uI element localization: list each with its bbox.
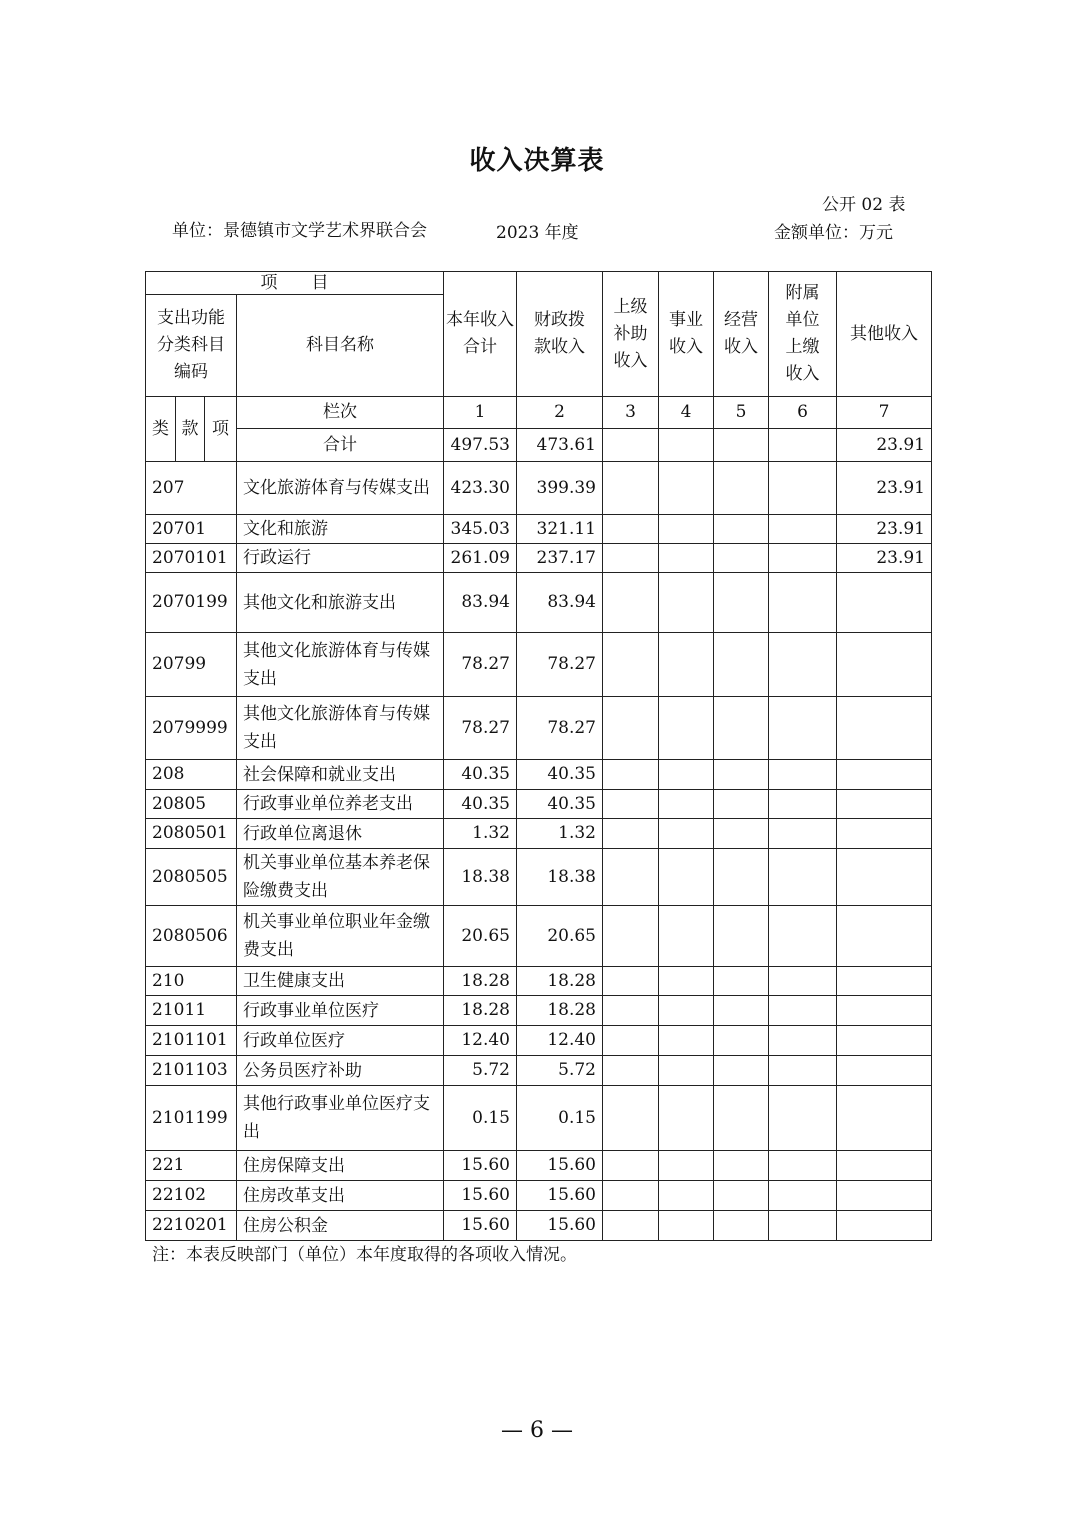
row-value bbox=[714, 697, 769, 760]
row-name: 机关事业单位职业年金缴费支出 bbox=[237, 906, 444, 967]
row-value bbox=[603, 573, 659, 633]
row-value: 23.91 bbox=[837, 544, 932, 573]
row-value bbox=[659, 544, 714, 573]
row-value bbox=[603, 996, 659, 1026]
income-table bbox=[145, 271, 932, 1241]
row-value bbox=[837, 1151, 932, 1181]
row-value bbox=[837, 790, 932, 819]
row-name: 住房改革支出 bbox=[237, 1181, 444, 1211]
total-value: 497.53 bbox=[444, 429, 517, 462]
table-row bbox=[146, 1151, 932, 1181]
row-value bbox=[769, 462, 837, 515]
row-code: 2101199 bbox=[146, 1086, 237, 1151]
row-value bbox=[603, 906, 659, 967]
row-value bbox=[603, 790, 659, 819]
col-num: 7 bbox=[837, 397, 932, 429]
row-value: 78.27 bbox=[444, 697, 517, 760]
header-col-6: 附属单位上缴收入 bbox=[769, 272, 837, 397]
row-name: 公务员医疗补助 bbox=[237, 1056, 444, 1086]
row-name: 行政事业单位养老支出 bbox=[237, 790, 444, 819]
row-value bbox=[659, 790, 714, 819]
row-value bbox=[769, 697, 837, 760]
row-value: 15.60 bbox=[517, 1211, 603, 1241]
row-value: 18.28 bbox=[517, 996, 603, 1026]
row-value bbox=[659, 967, 714, 996]
row-value bbox=[837, 697, 932, 760]
row-value bbox=[769, 1151, 837, 1181]
header-col-2: 财政拨款收入 bbox=[517, 272, 603, 397]
row-value: 23.91 bbox=[837, 462, 932, 515]
row-name: 其他文化旅游体育与传媒支出 bbox=[237, 633, 444, 697]
row-value: 261.09 bbox=[444, 544, 517, 573]
row-value bbox=[659, 819, 714, 849]
row-value bbox=[659, 1151, 714, 1181]
row-value bbox=[769, 906, 837, 967]
form-number: 公开 02 表 bbox=[822, 195, 906, 215]
total-row bbox=[146, 429, 932, 462]
row-value bbox=[769, 1181, 837, 1211]
row-value bbox=[837, 1181, 932, 1211]
row-value bbox=[837, 573, 932, 633]
row-value bbox=[769, 760, 837, 790]
table-row bbox=[146, 996, 932, 1026]
money-unit-label: 金额单位：万元 bbox=[774, 223, 893, 243]
row-value: 1.32 bbox=[444, 819, 517, 849]
row-value bbox=[659, 633, 714, 697]
row-name: 住房公积金 bbox=[237, 1211, 444, 1241]
header-code: 支出功能分类科目编码 bbox=[146, 295, 237, 397]
row-code: 221 bbox=[146, 1151, 237, 1181]
row-value bbox=[603, 544, 659, 573]
row-value bbox=[659, 1086, 714, 1151]
row-value bbox=[714, 849, 769, 906]
row-value bbox=[603, 697, 659, 760]
row-code: 2101103 bbox=[146, 1056, 237, 1086]
row-value bbox=[603, 1056, 659, 1086]
row-value bbox=[837, 633, 932, 697]
row-name: 卫生健康支出 bbox=[237, 967, 444, 996]
row-value: 78.27 bbox=[517, 633, 603, 697]
table-row bbox=[146, 1211, 932, 1241]
total-label: 合计 bbox=[237, 429, 444, 462]
row-value: 18.38 bbox=[517, 849, 603, 906]
row-value: 15.60 bbox=[444, 1151, 517, 1181]
row-name: 机关事业单位基本养老保险缴费支出 bbox=[237, 849, 444, 906]
page-title: 收入决算表 bbox=[469, 146, 605, 176]
row-value bbox=[769, 1056, 837, 1086]
row-value bbox=[714, 1086, 769, 1151]
row-value: 83.94 bbox=[444, 573, 517, 633]
row-value bbox=[769, 996, 837, 1026]
col-num: 5 bbox=[714, 397, 769, 429]
table-row bbox=[146, 697, 932, 760]
row-value bbox=[659, 996, 714, 1026]
row-code: 2080501 bbox=[146, 819, 237, 849]
row-value bbox=[769, 849, 837, 906]
row-value bbox=[659, 697, 714, 760]
row-value bbox=[837, 849, 932, 906]
row-value bbox=[603, 462, 659, 515]
row-value bbox=[714, 1151, 769, 1181]
row-value: 237.17 bbox=[517, 544, 603, 573]
table-row bbox=[146, 760, 932, 790]
header-name: 科目名称 bbox=[237, 295, 444, 397]
row-value: 83.94 bbox=[517, 573, 603, 633]
row-value bbox=[714, 819, 769, 849]
row-value bbox=[714, 760, 769, 790]
header-col-4: 事业收入 bbox=[659, 272, 714, 397]
row-value: 15.60 bbox=[444, 1211, 517, 1241]
row-value bbox=[714, 544, 769, 573]
row-value bbox=[837, 1211, 932, 1241]
row-value bbox=[837, 1026, 932, 1056]
row-code: 2080506 bbox=[146, 906, 237, 967]
row-name: 其他文化和旅游支出 bbox=[237, 573, 444, 633]
row-value bbox=[659, 573, 714, 633]
table-row bbox=[146, 790, 932, 819]
row-value bbox=[837, 819, 932, 849]
col-num: 4 bbox=[659, 397, 714, 429]
row-value: 15.60 bbox=[517, 1181, 603, 1211]
row-code: 2210201 bbox=[146, 1211, 237, 1241]
row-name: 行政单位医疗 bbox=[237, 1026, 444, 1056]
row-value bbox=[714, 1211, 769, 1241]
row-value: 5.72 bbox=[444, 1056, 517, 1086]
row-value bbox=[714, 633, 769, 697]
col-num: 3 bbox=[603, 397, 659, 429]
table-row bbox=[146, 849, 932, 906]
table-row bbox=[146, 1056, 932, 1086]
row-value bbox=[659, 906, 714, 967]
row-value bbox=[714, 1181, 769, 1211]
table-row bbox=[146, 544, 932, 573]
row-name: 其他行政事业单位医疗支出 bbox=[237, 1086, 444, 1151]
row-value: 20.65 bbox=[517, 906, 603, 967]
row-value bbox=[714, 1026, 769, 1056]
header-col-1: 本年收入合计 bbox=[444, 272, 517, 397]
row-value bbox=[714, 790, 769, 819]
row-value bbox=[714, 1056, 769, 1086]
row-value bbox=[714, 462, 769, 515]
row-value bbox=[837, 760, 932, 790]
row-value bbox=[769, 1026, 837, 1056]
header-col-5: 经营收入 bbox=[714, 272, 769, 397]
row-value bbox=[714, 515, 769, 544]
row-code: 2080505 bbox=[146, 849, 237, 906]
col-num: 2 bbox=[517, 397, 603, 429]
table-row bbox=[146, 967, 932, 996]
row-code: 2070101 bbox=[146, 544, 237, 573]
row-value: 15.60 bbox=[444, 1181, 517, 1211]
table-row bbox=[146, 515, 932, 544]
row-value: 15.60 bbox=[517, 1151, 603, 1181]
row-value bbox=[659, 1211, 714, 1241]
row-value: 321.11 bbox=[517, 515, 603, 544]
table-row bbox=[146, 906, 932, 967]
row-value: 40.35 bbox=[517, 790, 603, 819]
row-value bbox=[603, 1181, 659, 1211]
row-name: 社会保障和就业支出 bbox=[237, 760, 444, 790]
row-name: 行政运行 bbox=[237, 544, 444, 573]
row-code: 208 bbox=[146, 760, 237, 790]
header-item: 项 目 bbox=[146, 272, 444, 295]
table-row bbox=[146, 1026, 932, 1056]
col-num: 6 bbox=[769, 397, 837, 429]
total-value bbox=[603, 429, 659, 462]
row-value bbox=[769, 633, 837, 697]
row-value bbox=[603, 515, 659, 544]
col-num: 1 bbox=[444, 397, 517, 429]
row-value: 78.27 bbox=[444, 633, 517, 697]
row-value bbox=[769, 819, 837, 849]
row-value bbox=[769, 544, 837, 573]
page-number: — 6 — bbox=[501, 1418, 573, 1443]
row-code: 2079999 bbox=[146, 697, 237, 760]
row-value bbox=[659, 1181, 714, 1211]
row-value: 423.30 bbox=[444, 462, 517, 515]
row-name: 其他文化旅游体育与传媒支出 bbox=[237, 697, 444, 760]
row-value bbox=[837, 1086, 932, 1151]
row-value: 345.03 bbox=[444, 515, 517, 544]
row-value bbox=[603, 967, 659, 996]
row-value: 399.39 bbox=[517, 462, 603, 515]
row-value: 5.72 bbox=[517, 1056, 603, 1086]
total-value: 23.91 bbox=[837, 429, 932, 462]
row-value: 40.35 bbox=[517, 760, 603, 790]
row-code: 20701 bbox=[146, 515, 237, 544]
row-code: 20805 bbox=[146, 790, 237, 819]
row-value bbox=[714, 967, 769, 996]
total-value bbox=[714, 429, 769, 462]
row-value bbox=[837, 967, 932, 996]
row-value: 1.32 bbox=[517, 819, 603, 849]
row-name: 住房保障支出 bbox=[237, 1151, 444, 1181]
row-value: 18.28 bbox=[444, 967, 517, 996]
row-value: 0.15 bbox=[517, 1086, 603, 1151]
row-value: 0.15 bbox=[444, 1086, 517, 1151]
row-name: 文化旅游体育与传媒支出 bbox=[237, 462, 444, 515]
row-value bbox=[769, 573, 837, 633]
row-value bbox=[659, 462, 714, 515]
row-code: 210 bbox=[146, 967, 237, 996]
row-value bbox=[603, 1086, 659, 1151]
row-value: 12.40 bbox=[517, 1026, 603, 1056]
row-value bbox=[659, 849, 714, 906]
table-row bbox=[146, 573, 932, 633]
row-code: 21011 bbox=[146, 996, 237, 1026]
row-value bbox=[769, 1086, 837, 1151]
row-value bbox=[603, 1151, 659, 1181]
row-value bbox=[659, 515, 714, 544]
table-row bbox=[146, 819, 932, 849]
row-name: 行政事业单位医疗 bbox=[237, 996, 444, 1026]
row-value bbox=[603, 760, 659, 790]
row-value: 78.27 bbox=[517, 697, 603, 760]
row-value bbox=[714, 906, 769, 967]
row-value bbox=[659, 760, 714, 790]
row-value: 40.35 bbox=[444, 790, 517, 819]
table-row bbox=[146, 1181, 932, 1211]
unit-label: 单位：景德镇市文学艺术界联合会 bbox=[172, 221, 427, 241]
row-code: 207 bbox=[146, 462, 237, 515]
header-col-7: 其他收入 bbox=[837, 272, 932, 397]
row-value: 18.28 bbox=[517, 967, 603, 996]
row-value bbox=[603, 819, 659, 849]
table-row bbox=[146, 633, 932, 697]
row-value: 12.40 bbox=[444, 1026, 517, 1056]
row-value bbox=[837, 906, 932, 967]
row-value bbox=[837, 1056, 932, 1086]
row-value bbox=[659, 1026, 714, 1056]
table-row bbox=[146, 1086, 932, 1151]
row-value bbox=[837, 996, 932, 1026]
row-code: 22102 bbox=[146, 1181, 237, 1211]
row-code: 2070199 bbox=[146, 573, 237, 633]
total-value: 473.61 bbox=[517, 429, 603, 462]
row-name: 文化和旅游 bbox=[237, 515, 444, 544]
row-value bbox=[659, 1056, 714, 1086]
row-value bbox=[714, 573, 769, 633]
row-value bbox=[714, 996, 769, 1026]
row-code: 2101101 bbox=[146, 1026, 237, 1056]
total-value bbox=[769, 429, 837, 462]
row-value bbox=[603, 633, 659, 697]
row-value: 40.35 bbox=[444, 760, 517, 790]
header-col-3: 上级补助收入 bbox=[603, 272, 659, 397]
row-value: 23.91 bbox=[837, 515, 932, 544]
header-lei: 类 bbox=[146, 397, 176, 462]
row-value bbox=[769, 790, 837, 819]
row-value bbox=[603, 849, 659, 906]
row-value bbox=[603, 1211, 659, 1241]
total-value bbox=[659, 429, 714, 462]
year-label: 2023 年度 bbox=[496, 223, 579, 243]
header-kuan: 款 bbox=[176, 397, 205, 462]
row-value: 18.28 bbox=[444, 996, 517, 1026]
row-value bbox=[769, 515, 837, 544]
row-value bbox=[603, 1026, 659, 1056]
row-code: 20799 bbox=[146, 633, 237, 697]
header-lanci: 栏次 bbox=[237, 397, 444, 429]
table-row bbox=[146, 462, 932, 515]
footnote: 注：本表反映部门（单位）本年度取得的各项收入情况。 bbox=[152, 1245, 577, 1265]
row-value: 18.38 bbox=[444, 849, 517, 906]
header-xiang: 项 bbox=[205, 397, 237, 462]
row-value bbox=[769, 967, 837, 996]
row-value: 20.65 bbox=[444, 906, 517, 967]
row-value bbox=[769, 1211, 837, 1241]
row-name: 行政单位离退休 bbox=[237, 819, 444, 849]
